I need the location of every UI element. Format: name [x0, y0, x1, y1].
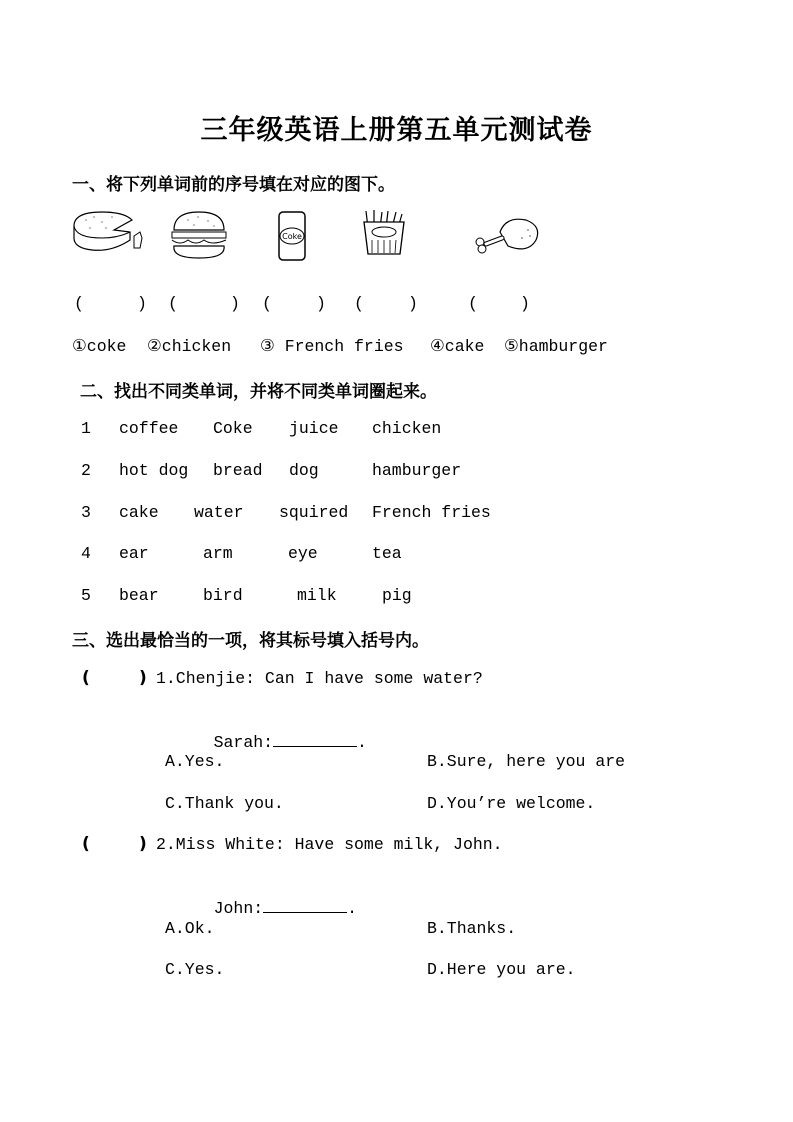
- word-choice[interactable]: milk: [297, 586, 337, 605]
- word-choice[interactable]: French fries: [372, 503, 491, 522]
- svg-text:Coke: Coke: [282, 232, 302, 241]
- word-option-4: ④cake: [430, 337, 485, 356]
- word-choice[interactable]: bread: [213, 461, 263, 480]
- word-choice[interactable]: dog: [289, 461, 319, 480]
- page-title: 三年级英语上册第五单元测试卷: [200, 115, 593, 146]
- chicken-leg-picture: [466, 214, 542, 260]
- word-choice[interactable]: ear: [119, 544, 149, 563]
- word-choice[interactable]: squired: [279, 503, 349, 522]
- choice-b: B.Sure, here you are: [427, 752, 626, 771]
- choice-a: A.Ok.: [165, 919, 215, 938]
- section2-heading: 二、找出不同类单词，并将不同类单词圈起来。: [80, 382, 437, 402]
- word-option-2: ②chicken: [147, 337, 232, 356]
- word-choice[interactable]: coffee: [119, 419, 179, 438]
- word-choice[interactable]: water: [194, 503, 244, 522]
- word-choice[interactable]: cake: [119, 503, 159, 522]
- choice-a: A.Yes.: [165, 752, 225, 771]
- word-option-1: ①coke: [72, 337, 127, 356]
- section3-heading: 三、选出最恰当的一项，将其标号填入括号内。: [72, 631, 429, 651]
- word-choice[interactable]: arm: [203, 544, 233, 563]
- word-option-5: ⑤hamburger: [504, 337, 608, 356]
- response-line: Sarah: .: [174, 711, 367, 771]
- section1-heading: 一、将下列单词前的序号填在对应的图下。: [72, 175, 395, 195]
- word-choice[interactable]: hot dog: [119, 461, 189, 480]
- word-choice[interactable]: bear: [119, 586, 159, 605]
- coke-can-picture: [276, 208, 308, 264]
- fill-blank[interactable]: [263, 896, 347, 913]
- word-choice[interactable]: pig: [382, 586, 412, 605]
- word-choice[interactable]: chicken: [372, 419, 442, 438]
- word-choice[interactable]: hamburger: [372, 461, 462, 480]
- question-prompt: 1.Chenjie: Can I have some water?: [156, 669, 483, 688]
- word-choice[interactable]: juice: [289, 419, 339, 438]
- word-option-3: ③ French fries: [260, 337, 404, 356]
- fill-blank[interactable]: [273, 730, 357, 747]
- cake-picture: [72, 208, 148, 254]
- choice-c: C.Thank you.: [165, 794, 284, 813]
- hamburger-picture: [170, 208, 228, 262]
- word-choice[interactable]: eye: [288, 544, 318, 563]
- response-line: John: .: [174, 877, 357, 937]
- choice-d: D.You’re welcome.: [427, 794, 596, 813]
- word-choice[interactable]: bird: [203, 586, 243, 605]
- choice-c: C.Yes.: [165, 960, 225, 979]
- choice-d: D.Here you are.: [427, 960, 576, 979]
- french-fries-picture: [360, 208, 408, 256]
- question-prompt: 2.Miss White: Have some milk, John.: [156, 835, 503, 854]
- choice-b: B.Thanks.: [427, 919, 517, 938]
- word-choice[interactable]: tea: [372, 544, 402, 563]
- word-choice[interactable]: Coke: [213, 419, 253, 438]
